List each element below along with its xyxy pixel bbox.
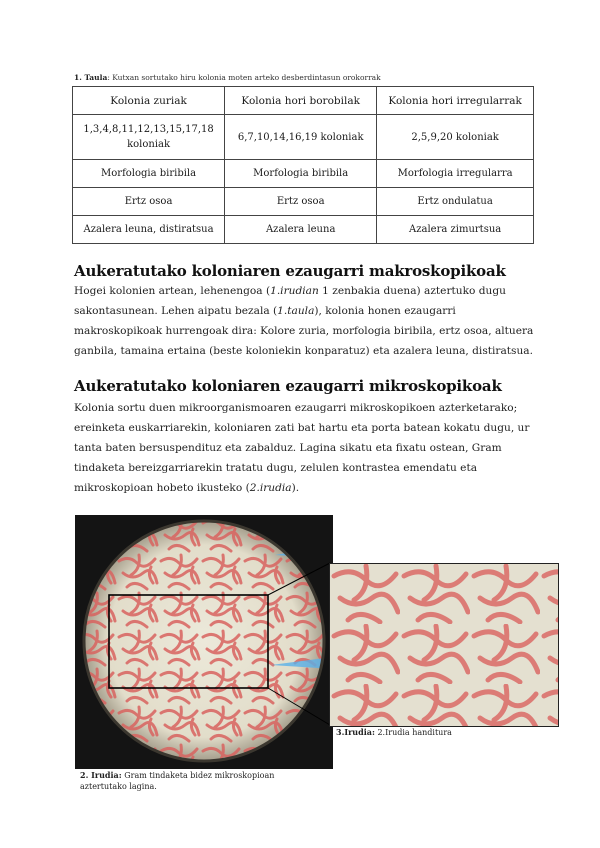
section-heading-microscopic: Aukeratutako koloniaren ezaugarri mikroskopikoak	[74, 377, 502, 395]
zoomed-microscope-image	[329, 563, 559, 727]
table-cell: Azalera leuna, distiratsua	[73, 216, 225, 244]
text-run: ).	[291, 482, 300, 494]
table-cell: Morfologia biribila	[73, 160, 225, 188]
text-run: Hogei kolonien artean, lehenengoa (	[74, 285, 271, 297]
table-caption-text: : Kutxan sortutako hiru kolonia moten arteko desberdintasun orokorrak	[107, 73, 381, 82]
figure3-text: 2.Irudia handitura	[374, 728, 452, 737]
table-cell: Azalera leuna	[225, 216, 377, 244]
figure-reference: 2.irudia	[249, 482, 292, 494]
table-cell: Ertz osoa	[73, 188, 225, 216]
figure2-label: 2. Irudia:	[80, 770, 122, 780]
text-run: Kolonia sortu duen mikroorganismoaren ezaugarri mikroskopikoen azterketarako; ereinketa euskarriarekin, koloniaren zati bat hartu eta porta batean kokatu dugu, ur tanta baten bersuspendituz eta zabalduz. Lagina sikatu eta fixatu ostean, Gram tindaketa bereizgarriarekin tratatu dugu, zelulen kontrastea emendatu eta mikroskopioan hobeto ikusteko (	[74, 402, 530, 494]
table-cell: 2,5,9,20 koloniak	[377, 115, 534, 160]
header-yellow-round-colonies: Kolonia hori borobilak	[225, 87, 377, 115]
figure2-caption	[80, 770, 300, 792]
table-cell: Morfologia irregularra	[377, 160, 534, 188]
zoomed-field-graphic	[330, 564, 558, 726]
header-yellow-irregular-colonies: Kolonia hori irregularrak	[377, 87, 534, 115]
figure3-label: 3.Irudia:	[336, 727, 375, 737]
table-cell: Ertz ondulatua	[377, 188, 534, 216]
table-reference: 1.taula	[277, 305, 315, 317]
section-heading-macroscopic: Aukeratutako koloniaren ezaugarri makroskopikoak	[74, 262, 506, 280]
figure2-text: Gram tindaketa bidez mikroskopioan aztertutako lagina.	[80, 771, 275, 791]
figure3-caption	[336, 727, 452, 737]
table-cell: 1,3,4,8,11,12,13,15,17,18 koloniak	[73, 115, 225, 160]
text-run: 1 zenbakia duena) aztertuko dugu sakontasunean. Lehen aipatu bezala (	[74, 285, 506, 317]
table-caption-label: 1. Taula	[74, 73, 108, 82]
table-cell: Morfologia biribila	[225, 160, 377, 188]
header-white-colonies: Kolonia zuriak	[73, 87, 225, 115]
text-run: ), kolonia honen ezaugarri makroskopikoak hurrengoak dira: Kolore zuria, morfologia biribila, ertz osoa, altuera ganbila, tamaina ertaina (beste koloniekin konparatuz) eta azalera leuna, distiratsua.	[74, 305, 534, 357]
table-cell: 6,7,10,14,16,19 koloniak	[225, 115, 377, 160]
table-cell: Azalera zimurtsua	[377, 216, 534, 244]
figure-reference: 1.irudian	[270, 285, 319, 297]
table-cell: Ertz osoa	[225, 188, 377, 216]
